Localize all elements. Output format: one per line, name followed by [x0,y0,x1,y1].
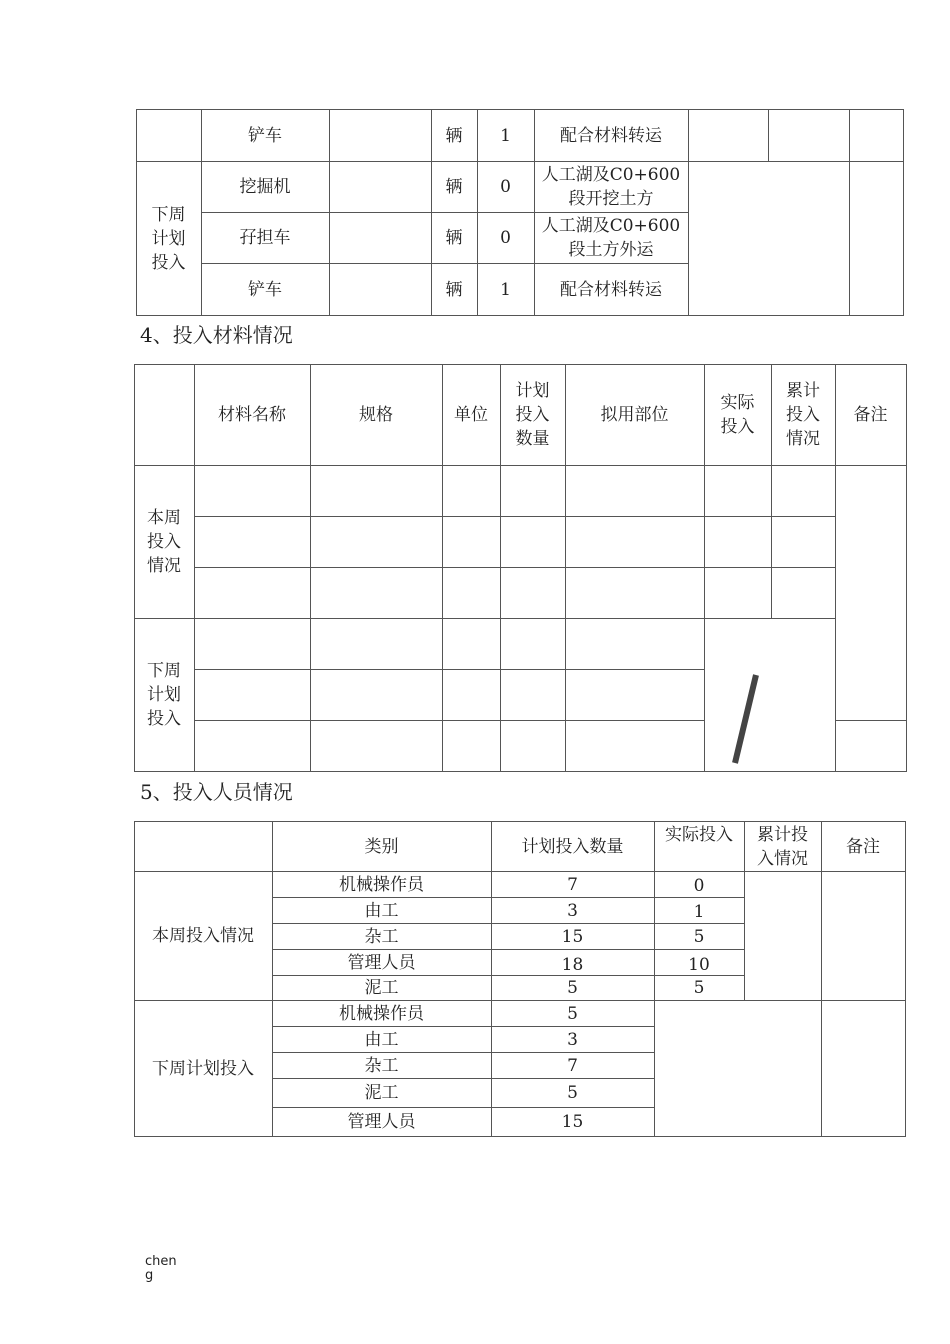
this-week-label: 本周投入情况 [152,926,254,946]
footer-line-2: g [145,1268,154,1283]
personnel-actual: 1 [693,901,705,922]
personnel-category: 由工 [364,900,399,921]
equipment-use: 人工湖及C0+600 段土方外运 [541,216,681,260]
footer-text [145,1255,177,1283]
header-plan-qty: 计划投入数量 [521,836,624,857]
personnel-actual: 5 [693,926,705,947]
slash-mark [705,619,835,771]
personnel-plan: 18 [561,954,584,975]
personnel-plan: 5 [567,1003,578,1024]
header-spec: 规格 [359,405,393,425]
header-remark: 备注 [853,405,888,425]
personnel-actual: 0 [693,875,705,896]
header-actual: 实际 投入 [720,393,755,437]
personnel-category: 机械操作员 [339,874,424,895]
equipment-unit: 辆 [445,125,463,146]
personnel-category: 杂工 [364,1055,399,1076]
personnel-category: 由工 [364,1029,399,1050]
next-week-label: 下周 计划 投入 [147,661,181,729]
personnel-category: 泥工 [364,978,399,998]
personnel-category: 管理人员 [347,952,416,973]
header-plan-qty: 计划 投入 数量 [515,381,550,449]
personnel-plan: 15 [561,1112,584,1132]
equipment-name: 孖担车 [239,228,291,248]
equipment-name: 铲车 [248,279,282,300]
equipment-use: 配合材料转运 [560,125,662,146]
equipment-qty: 1 [500,279,511,300]
equipment-unit: 辆 [445,177,463,197]
header-category: 类别 [364,836,399,857]
header-unit: 单位 [454,405,488,425]
footer-line-1: chen [145,1254,177,1269]
equipment-name: 挖掘机 [239,177,291,197]
next-week-label: 下周 计划 投入 [151,204,186,273]
personnel-category: 机械操作员 [339,1003,424,1024]
materials-section-title: 4、投入材料情况 [140,323,293,347]
header-material-name: 材料名称 [218,405,286,425]
personnel-actual: 5 [693,978,705,998]
header-remark: 备注 [846,836,880,857]
equipment-unit: 辆 [445,279,463,300]
header-cumulative: 累计 投入 情况 [786,381,820,449]
header-actual: 实际投入 [665,825,733,845]
personnel-category: 杂工 [364,926,399,947]
equipment-qty: 0 [500,177,511,197]
personnel-plan: 3 [567,1029,578,1050]
equipment-qty: 1 [500,125,511,146]
personnel-plan: 5 [567,978,578,998]
personnel-plan: 7 [567,874,578,895]
header-cumulative: 累计投 入情况 [757,824,808,869]
this-week-label: 本周 投入 情况 [147,508,181,576]
personnel-plan: 3 [567,900,578,921]
equipment-name: 铲车 [248,125,282,146]
personnel-plan: 7 [567,1055,578,1076]
equipment-use: 配合材料转运 [560,279,662,300]
personnel-category: 管理人员 [347,1112,416,1132]
personnel-plan: 15 [561,926,584,947]
header-location: 拟用部位 [600,405,669,425]
personnel-plan: 5 [567,1083,578,1103]
equipment-qty: 0 [500,228,511,248]
personnel-section-title: 5、投入人员情况 [140,780,293,804]
personnel-category: 泥工 [364,1083,399,1103]
equipment-use: 人工湖及C0+600 段开挖土方 [541,165,681,209]
personnel-actual: 10 [688,954,710,975]
equipment-unit: 辆 [445,228,463,248]
next-week-label: 下周计划投入 [152,1058,254,1079]
